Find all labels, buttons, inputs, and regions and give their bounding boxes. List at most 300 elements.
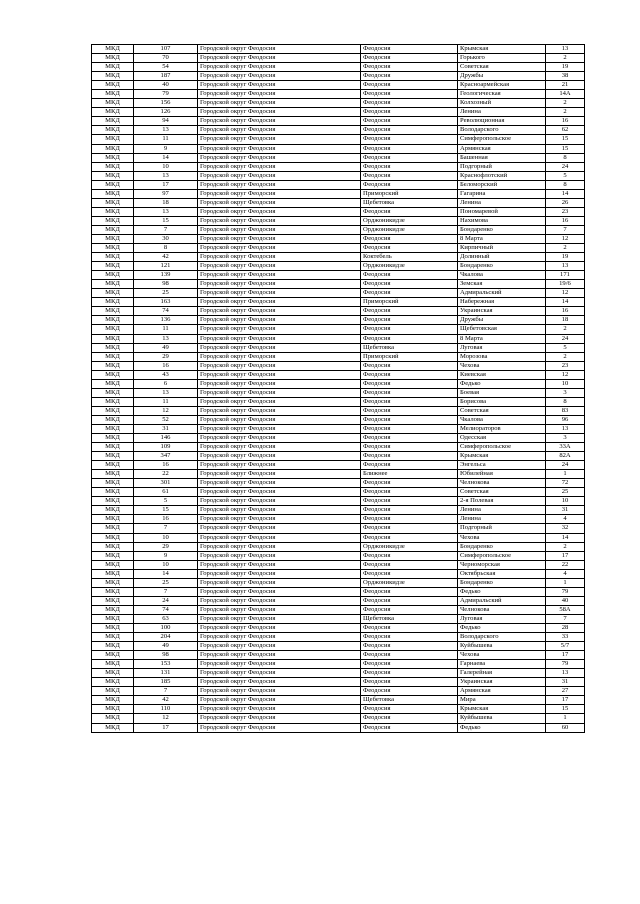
- settlement-cell: Орджоникидзе: [361, 262, 458, 271]
- house-number-cell: 2: [546, 542, 585, 551]
- settlement-cell: Щебетовка: [361, 343, 458, 352]
- table-row: [92, 234, 585, 243]
- district-cell: Городской округ Феодосия: [198, 388, 361, 397]
- table-row: [92, 99, 585, 108]
- count-cell: 29: [134, 542, 198, 551]
- count-cell: 185: [134, 678, 198, 687]
- count-cell: 10: [134, 533, 198, 542]
- district-cell: Городской округ Феодосия: [198, 551, 361, 560]
- district-cell: Городской округ Феодосия: [198, 379, 361, 388]
- house-number-cell: 12: [546, 234, 585, 243]
- building-type-cell: МКД: [92, 434, 134, 443]
- count-cell: 17: [134, 723, 198, 732]
- district-cell: Городской округ Феодосия: [198, 560, 361, 569]
- table-row: [92, 569, 585, 578]
- count-cell: 70: [134, 54, 198, 63]
- settlement-cell: Феодосия: [361, 388, 458, 397]
- building-type-cell: МКД: [92, 234, 134, 243]
- district-cell: Городской округ Феодосия: [198, 298, 361, 307]
- district-cell: Городской округ Феодосия: [198, 415, 361, 424]
- street-cell: Кирпичный: [458, 244, 546, 253]
- street-cell: Набережная: [458, 298, 546, 307]
- table-row: [92, 379, 585, 388]
- building-type-cell: МКД: [92, 289, 134, 298]
- street-cell: Дружбы: [458, 72, 546, 81]
- house-number-cell: 2: [546, 99, 585, 108]
- table-row: [92, 316, 585, 325]
- settlement-cell: Феодосия: [361, 678, 458, 687]
- street-cell: Бондаренко: [458, 262, 546, 271]
- street-cell: Беломорский: [458, 180, 546, 189]
- table-row: [92, 723, 585, 732]
- settlement-cell: Коктебель: [361, 253, 458, 262]
- settlement-cell: Феодосия: [361, 307, 458, 316]
- table-row: [92, 298, 585, 307]
- street-cell: Ленина: [458, 198, 546, 207]
- settlement-cell: Феодосия: [361, 587, 458, 596]
- district-cell: Городской округ Феодосия: [198, 633, 361, 642]
- settlement-cell: Феодосия: [361, 207, 458, 216]
- table-row: [92, 434, 585, 443]
- house-number-cell: 7: [546, 225, 585, 234]
- count-cell: 109: [134, 443, 198, 452]
- building-type-cell: МКД: [92, 379, 134, 388]
- building-type-cell: МКД: [92, 424, 134, 433]
- count-cell: 42: [134, 253, 198, 262]
- table-row: [92, 225, 585, 234]
- district-cell: Городской округ Феодосия: [198, 569, 361, 578]
- settlement-cell: Феодосия: [361, 723, 458, 732]
- district-cell: Городской округ Феодосия: [198, 705, 361, 714]
- street-cell: Нахимова: [458, 216, 546, 225]
- house-number-cell: 16: [546, 216, 585, 225]
- building-type-cell: МКД: [92, 135, 134, 144]
- house-number-cell: 16: [546, 117, 585, 126]
- settlement-cell: Феодосия: [361, 687, 458, 696]
- building-type-cell: МКД: [92, 126, 134, 135]
- table-row: [92, 325, 585, 334]
- district-cell: Городской округ Феодосия: [198, 452, 361, 461]
- house-number-cell: 82А: [546, 452, 585, 461]
- house-number-cell: 7: [546, 614, 585, 623]
- settlement-cell: Феодосия: [361, 361, 458, 370]
- house-number-cell: 4: [546, 569, 585, 578]
- building-type-cell: МКД: [92, 669, 134, 678]
- table-row: [92, 54, 585, 63]
- building-type-cell: МКД: [92, 225, 134, 234]
- district-cell: Городской округ Феодосия: [198, 108, 361, 117]
- count-cell: 52: [134, 415, 198, 424]
- building-type-cell: МКД: [92, 533, 134, 542]
- house-number-cell: 171: [546, 271, 585, 280]
- table-row: [92, 244, 585, 253]
- count-cell: 204: [134, 633, 198, 642]
- house-number-cell: 72: [546, 479, 585, 488]
- count-cell: 121: [134, 262, 198, 271]
- count-cell: 49: [134, 343, 198, 352]
- table-row: [92, 108, 585, 117]
- street-cell: Луговая: [458, 614, 546, 623]
- building-type-cell: МКД: [92, 415, 134, 424]
- building-type-cell: МКД: [92, 651, 134, 660]
- table-row: [92, 45, 585, 54]
- street-cell: Симферопольское: [458, 135, 546, 144]
- settlement-cell: Феодосия: [361, 271, 458, 280]
- table-row: [92, 506, 585, 515]
- table-row: [92, 415, 585, 424]
- table-row: [92, 515, 585, 524]
- district-cell: Городской округ Феодосия: [198, 343, 361, 352]
- street-cell: Дружбы: [458, 316, 546, 325]
- building-type-cell: МКД: [92, 470, 134, 479]
- house-number-cell: 5: [546, 343, 585, 352]
- count-cell: 79: [134, 90, 198, 99]
- settlement-cell: Феодосия: [361, 63, 458, 72]
- street-cell: Крымская: [458, 452, 546, 461]
- district-cell: Городской округ Феодосия: [198, 207, 361, 216]
- count-cell: 11: [134, 397, 198, 406]
- table-row: [92, 162, 585, 171]
- count-cell: 139: [134, 271, 198, 280]
- settlement-cell: Феодосия: [361, 325, 458, 334]
- building-type-cell: МКД: [92, 370, 134, 379]
- count-cell: 301: [134, 479, 198, 488]
- settlement-cell: Феодосия: [361, 316, 458, 325]
- street-cell: Федько: [458, 587, 546, 596]
- table-row: [92, 443, 585, 452]
- building-type-cell: МКД: [92, 72, 134, 81]
- district-cell: Городской округ Феодосия: [198, 515, 361, 524]
- district-cell: Городской округ Феодосия: [198, 63, 361, 72]
- house-number-cell: 13: [546, 45, 585, 54]
- building-type-cell: МКД: [92, 271, 134, 280]
- settlement-cell: Феодосия: [361, 117, 458, 126]
- table-row: [92, 605, 585, 614]
- building-type-cell: МКД: [92, 587, 134, 596]
- street-cell: Щебетовская: [458, 325, 546, 334]
- count-cell: 10: [134, 162, 198, 171]
- street-cell: Советская: [458, 63, 546, 72]
- district-cell: Городской округ Феодосия: [198, 370, 361, 379]
- building-type-cell: МКД: [92, 316, 134, 325]
- settlement-cell: Приморский: [361, 352, 458, 361]
- count-cell: 7: [134, 225, 198, 234]
- settlement-cell: Феодосия: [361, 153, 458, 162]
- district-cell: Городской округ Феодосия: [198, 488, 361, 497]
- table-row: [92, 642, 585, 651]
- table-row: [92, 63, 585, 72]
- count-cell: 7: [134, 687, 198, 696]
- building-type-cell: МКД: [92, 524, 134, 533]
- table-row: [92, 578, 585, 587]
- table-row: [92, 198, 585, 207]
- street-cell: Чкалова: [458, 271, 546, 280]
- table-row: [92, 678, 585, 687]
- street-cell: Симферопольское: [458, 443, 546, 452]
- district-cell: Городской округ Феодосия: [198, 434, 361, 443]
- street-cell: Долинный: [458, 253, 546, 262]
- settlement-cell: Феодосия: [361, 424, 458, 433]
- street-cell: Геологическая: [458, 90, 546, 99]
- district-cell: Городской округ Феодосия: [198, 162, 361, 171]
- house-number-cell: 13: [546, 669, 585, 678]
- table-row: [92, 135, 585, 144]
- street-cell: Украинская: [458, 678, 546, 687]
- building-type-cell: МКД: [92, 307, 134, 316]
- district-cell: Городской округ Феодосия: [198, 153, 361, 162]
- settlement-cell: Феодосия: [361, 506, 458, 515]
- house-number-cell: 13: [546, 424, 585, 433]
- count-cell: 94: [134, 117, 198, 126]
- building-type-cell: МКД: [92, 280, 134, 289]
- street-cell: Федько: [458, 723, 546, 732]
- street-cell: Симферопольское: [458, 551, 546, 560]
- settlement-cell: Феодосия: [361, 443, 458, 452]
- house-number-cell: 1: [546, 470, 585, 479]
- count-cell: 25: [134, 289, 198, 298]
- district-cell: Городской округ Феодосия: [198, 642, 361, 651]
- table-row: [92, 153, 585, 162]
- settlement-cell: Феодосия: [361, 379, 458, 388]
- count-cell: 6: [134, 379, 198, 388]
- street-cell: Киевская: [458, 370, 546, 379]
- district-cell: Городской округ Феодосия: [198, 479, 361, 488]
- house-number-cell: 15: [546, 144, 585, 153]
- count-cell: 14: [134, 153, 198, 162]
- count-cell: 17: [134, 180, 198, 189]
- table-row: [92, 587, 585, 596]
- house-number-cell: 2: [546, 244, 585, 253]
- table-row: [92, 560, 585, 569]
- building-type-cell: МКД: [92, 560, 134, 569]
- street-cell: Подгорный: [458, 162, 546, 171]
- district-cell: Городской округ Феодосия: [198, 352, 361, 361]
- settlement-cell: Орджоникидзе: [361, 216, 458, 225]
- district-cell: Городской округ Феодосия: [198, 45, 361, 54]
- settlement-cell: Феодосия: [361, 524, 458, 533]
- street-cell: Революционная: [458, 117, 546, 126]
- count-cell: 24: [134, 596, 198, 605]
- house-number-cell: 17: [546, 551, 585, 560]
- house-number-cell: 5/7: [546, 642, 585, 651]
- settlement-cell: Феодосия: [361, 171, 458, 180]
- street-cell: Армянская: [458, 144, 546, 153]
- table-body: [92, 45, 585, 733]
- count-cell: 18: [134, 198, 198, 207]
- settlement-cell: Феодосия: [361, 515, 458, 524]
- count-cell: 10: [134, 560, 198, 569]
- house-number-cell: 79: [546, 660, 585, 669]
- building-type-cell: МКД: [92, 45, 134, 54]
- count-cell: 11: [134, 135, 198, 144]
- street-cell: Ленина: [458, 506, 546, 515]
- table-row: [92, 81, 585, 90]
- table-row: [92, 262, 585, 271]
- district-cell: Городской округ Феодосия: [198, 262, 361, 271]
- street-cell: Гагарина: [458, 189, 546, 198]
- settlement-cell: Щебетовка: [361, 614, 458, 623]
- building-type-cell: МКД: [92, 81, 134, 90]
- street-cell: Мелиораторов: [458, 424, 546, 433]
- count-cell: 16: [134, 515, 198, 524]
- street-cell: Земская: [458, 280, 546, 289]
- settlement-cell: Феодосия: [361, 596, 458, 605]
- street-cell: Мира: [458, 696, 546, 705]
- settlement-cell: Феодосия: [361, 605, 458, 614]
- settlement-cell: Феодосия: [361, 180, 458, 189]
- table-row: [92, 551, 585, 560]
- street-cell: Бондаренко: [458, 542, 546, 551]
- house-number-cell: 24: [546, 461, 585, 470]
- count-cell: 156: [134, 99, 198, 108]
- street-cell: Энгельса: [458, 461, 546, 470]
- house-number-cell: 32: [546, 524, 585, 533]
- building-type-cell: МКД: [92, 180, 134, 189]
- house-number-cell: 21: [546, 81, 585, 90]
- count-cell: 9: [134, 144, 198, 153]
- district-cell: Городской округ Феодосия: [198, 596, 361, 605]
- house-number-cell: 14: [546, 189, 585, 198]
- count-cell: 40: [134, 81, 198, 90]
- settlement-cell: Феодосия: [361, 334, 458, 343]
- street-cell: Башенная: [458, 153, 546, 162]
- district-cell: Городской округ Феодосия: [198, 578, 361, 587]
- settlement-cell: Феодосия: [361, 452, 458, 461]
- building-type-cell: МКД: [92, 54, 134, 63]
- district-cell: Городской округ Феодосия: [198, 669, 361, 678]
- district-cell: Городской округ Феодосия: [198, 678, 361, 687]
- settlement-cell: Феодосия: [361, 434, 458, 443]
- street-cell: Горького: [458, 54, 546, 63]
- table-row: [92, 171, 585, 180]
- count-cell: 163: [134, 298, 198, 307]
- building-type-cell: МКД: [92, 108, 134, 117]
- house-number-cell: 31: [546, 506, 585, 515]
- building-type-cell: МКД: [92, 515, 134, 524]
- count-cell: 187: [134, 72, 198, 81]
- building-type-cell: МКД: [92, 479, 134, 488]
- count-cell: 153: [134, 660, 198, 669]
- settlement-cell: Феодосия: [361, 370, 458, 379]
- settlement-cell: Приморский: [361, 298, 458, 307]
- district-cell: Городской округ Феодосия: [198, 624, 361, 633]
- table-row: [92, 714, 585, 723]
- table-row: [92, 343, 585, 352]
- district-cell: Городской округ Феодосия: [198, 497, 361, 506]
- count-cell: 110: [134, 705, 198, 714]
- table-row: [92, 370, 585, 379]
- house-number-cell: 19/6: [546, 280, 585, 289]
- count-cell: 7: [134, 587, 198, 596]
- house-number-cell: 60: [546, 723, 585, 732]
- count-cell: 97: [134, 189, 198, 198]
- house-number-cell: 28: [546, 624, 585, 633]
- settlement-cell: Феодосия: [361, 289, 458, 298]
- district-cell: Городской округ Феодосия: [198, 443, 361, 452]
- house-number-cell: 22: [546, 560, 585, 569]
- street-cell: Октябрьская: [458, 569, 546, 578]
- house-number-cell: 1: [546, 714, 585, 723]
- settlement-cell: Феодосия: [361, 461, 458, 470]
- street-cell: Володарского: [458, 126, 546, 135]
- building-type-cell: МКД: [92, 253, 134, 262]
- settlement-cell: Феодосия: [361, 624, 458, 633]
- count-cell: 13: [134, 388, 198, 397]
- table-row: [92, 424, 585, 433]
- house-number-cell: 15: [546, 135, 585, 144]
- table-row: [92, 72, 585, 81]
- table-row: [92, 651, 585, 660]
- district-cell: Городской округ Феодосия: [198, 171, 361, 180]
- street-cell: Советская: [458, 488, 546, 497]
- building-type-cell: МКД: [92, 506, 134, 515]
- count-cell: 25: [134, 578, 198, 587]
- table-row: [92, 271, 585, 280]
- building-type-cell: МКД: [92, 443, 134, 452]
- house-number-cell: 40: [546, 596, 585, 605]
- building-type-cell: МКД: [92, 578, 134, 587]
- district-cell: Городской округ Феодосия: [198, 234, 361, 243]
- district-cell: Городской округ Феодосия: [198, 180, 361, 189]
- settlement-cell: Феодосия: [361, 633, 458, 642]
- house-number-cell: 15: [546, 705, 585, 714]
- building-type-cell: МКД: [92, 244, 134, 253]
- table-row: [92, 660, 585, 669]
- district-cell: Городской округ Феодосия: [198, 406, 361, 415]
- building-type-cell: МКД: [92, 633, 134, 642]
- house-number-cell: 13: [546, 262, 585, 271]
- street-cell: Красноармейская: [458, 81, 546, 90]
- district-cell: Городской округ Феодосия: [198, 117, 361, 126]
- district-cell: Городской округ Феодосия: [198, 334, 361, 343]
- count-cell: 5: [134, 497, 198, 506]
- house-number-cell: 8: [546, 397, 585, 406]
- street-cell: Армянская: [458, 687, 546, 696]
- settlement-cell: Феодосия: [361, 108, 458, 117]
- house-number-cell: 79: [546, 587, 585, 596]
- street-cell: Пономаревой: [458, 207, 546, 216]
- street-cell: 8 Марта: [458, 334, 546, 343]
- street-cell: Чехова: [458, 651, 546, 660]
- building-type-cell: МКД: [92, 144, 134, 153]
- street-cell: Крымская: [458, 45, 546, 54]
- count-cell: 16: [134, 461, 198, 470]
- housing-table: [91, 44, 585, 733]
- street-cell: Крымская: [458, 705, 546, 714]
- settlement-cell: Феодосия: [361, 126, 458, 135]
- street-cell: Гарнаева: [458, 660, 546, 669]
- street-cell: 2-я Полевая: [458, 497, 546, 506]
- building-type-cell: МКД: [92, 361, 134, 370]
- building-type-cell: МКД: [92, 198, 134, 207]
- district-cell: Городской округ Феодосия: [198, 253, 361, 262]
- house-number-cell: 62: [546, 126, 585, 135]
- count-cell: 42: [134, 696, 198, 705]
- count-cell: 74: [134, 605, 198, 614]
- table-row: [92, 90, 585, 99]
- house-number-cell: 31: [546, 678, 585, 687]
- table-row: [92, 289, 585, 298]
- district-cell: Городской округ Феодосия: [198, 361, 361, 370]
- building-type-cell: МКД: [92, 497, 134, 506]
- building-type-cell: МКД: [92, 723, 134, 732]
- street-cell: Адмиральский: [458, 289, 546, 298]
- street-cell: Чкалова: [458, 415, 546, 424]
- house-number-cell: 14А: [546, 90, 585, 99]
- building-type-cell: МКД: [92, 542, 134, 551]
- district-cell: Городской округ Феодосия: [198, 72, 361, 81]
- count-cell: 15: [134, 506, 198, 515]
